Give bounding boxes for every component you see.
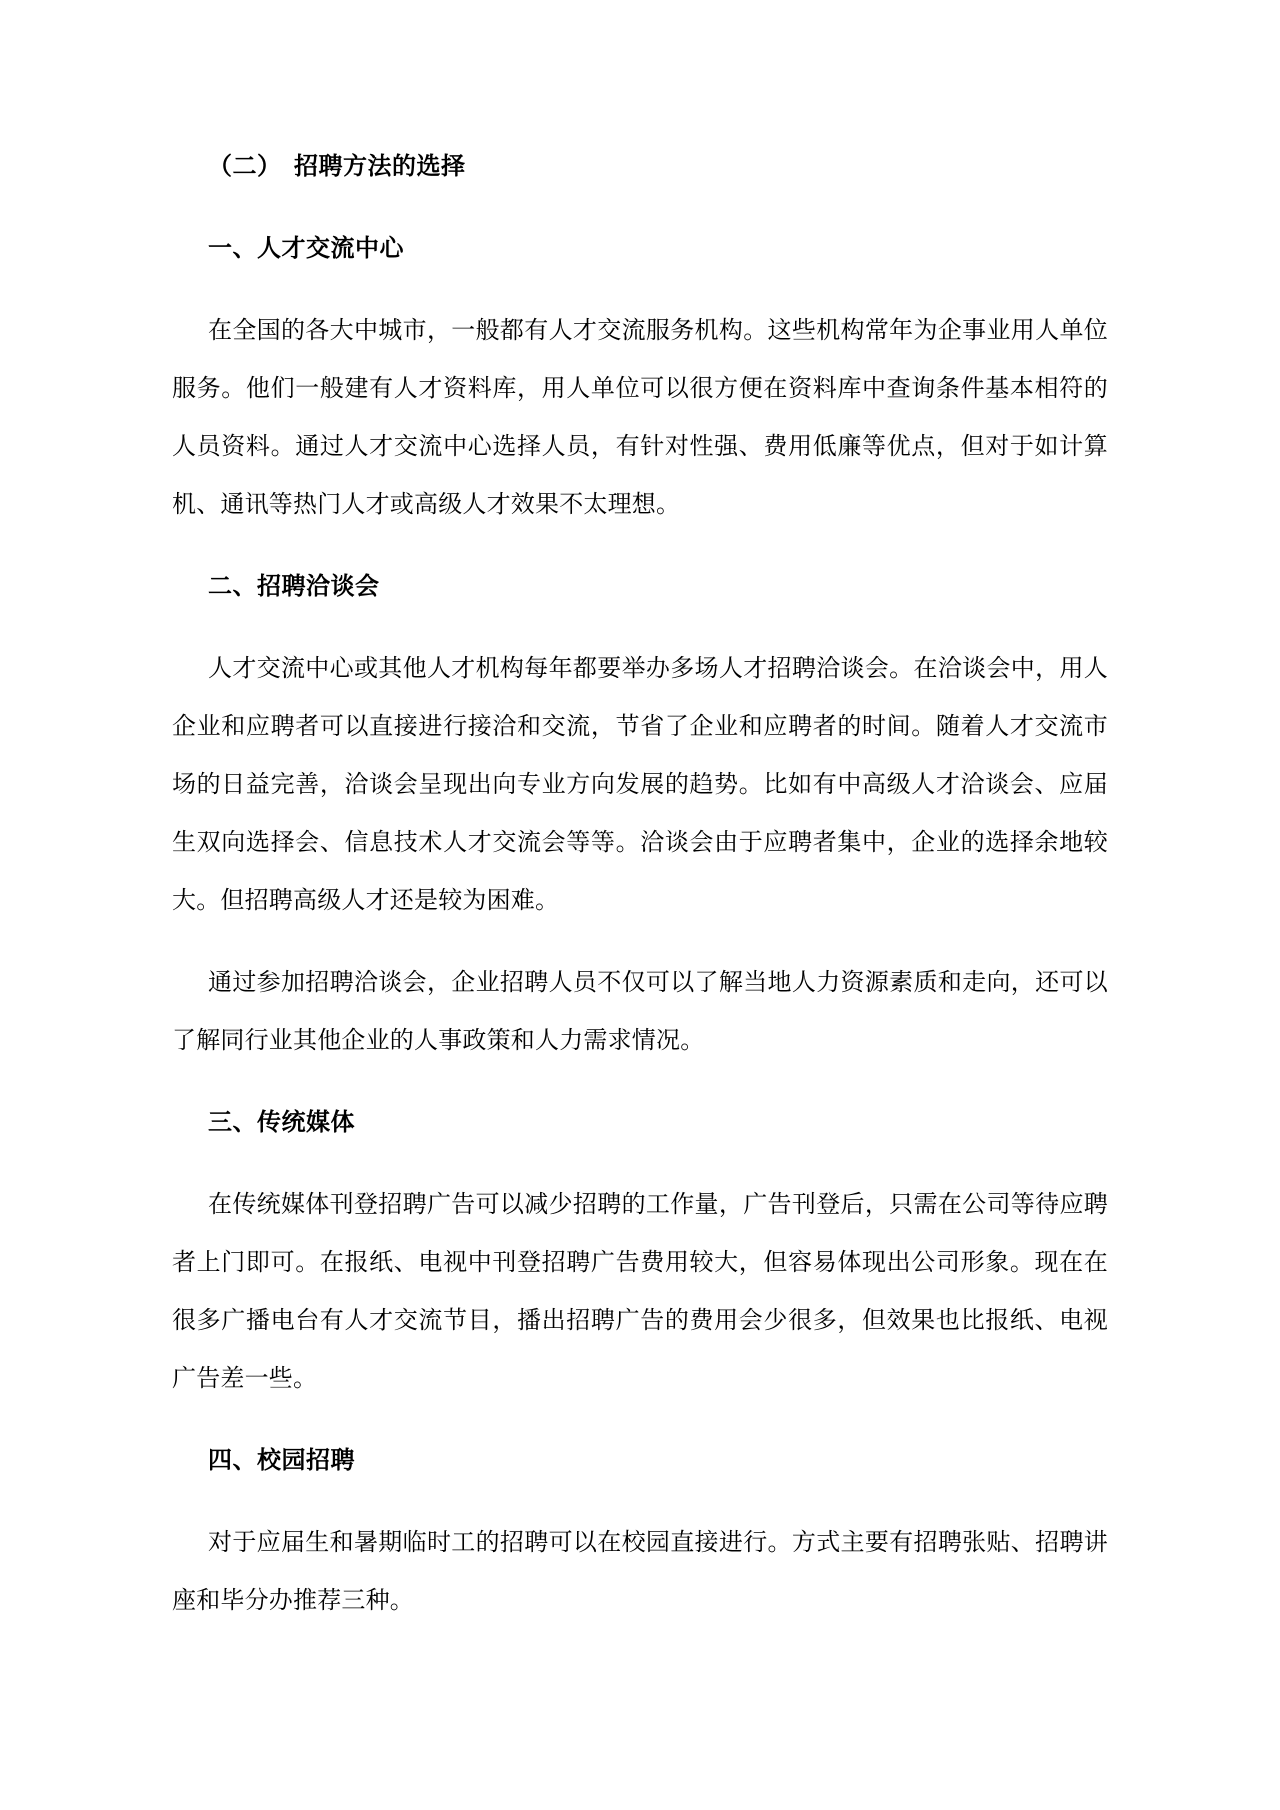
section-heading-recruit-method-selection: （二） 招聘方法的选择 (208, 153, 466, 180)
subsection-heading-job-fair: 二、招聘洽谈会 (208, 573, 380, 600)
subsection-heading-traditional-media: 三、传统媒体 (208, 1109, 355, 1136)
paragraph-campus-recruiting: 对于应届生和暑期临时工的招聘可以在校园直接进行。方式主要有招聘张贴、招聘讲座和毕分办推荐三种。 (172, 1529, 1108, 1614)
paragraph-talent-exchange-center: 在全国的各大中城市，一般都有人才交流服务机构。这些机构常年为企事业用人单位服务。他们一般建有人才资料库，用人单位可以很方便在资料库中查询条件基本相符的人员资料。通过人才交流中心选择人员，有针对性强、费用低廉等优点，但对于如计算机、通讯等热门人才或高级人才效果不太理想。 (172, 317, 1108, 518)
subsection-heading-campus-recruiting: 四、校园招聘 (208, 1447, 355, 1474)
subsection-heading-talent-exchange-center: 一、人才交流中心 (208, 235, 404, 262)
paragraph-job-fair-1: 人才交流中心或其他人才机构每年都要举办多场人才招聘洽谈会。在洽谈会中，用人企业和应聘者可以直接进行接洽和交流，节省了企业和应聘者的时间。随着人才交流市场的日益完善，洽谈会呈现出向专业方向发展的趋势。比如有中高级人才洽谈会、应届生双向选择会、信息技术人才交流会等等。洽谈会由于应聘者集中，企业的选择余地较大。但招聘高级人才还是较为困难。 (172, 655, 1108, 914)
paragraph-traditional-media: 在传统媒体刊登招聘广告可以减少招聘的工作量，广告刊登后，只需在公司等待应聘者上门即可。在报纸、电视中刊登招聘广告费用较大，但容易体现出公司形象。现在在很多广播电台有人才交流节目，播出招聘广告的费用会少很多，但效果也比报纸、电视广告差一些。 (172, 1191, 1108, 1392)
paragraph-job-fair-2: 通过参加招聘洽谈会，企业招聘人员不仅可以了解当地人力资源素质和走向，还可以了解同行业其他企业的人事政策和人力需求情况。 (172, 969, 1108, 1054)
